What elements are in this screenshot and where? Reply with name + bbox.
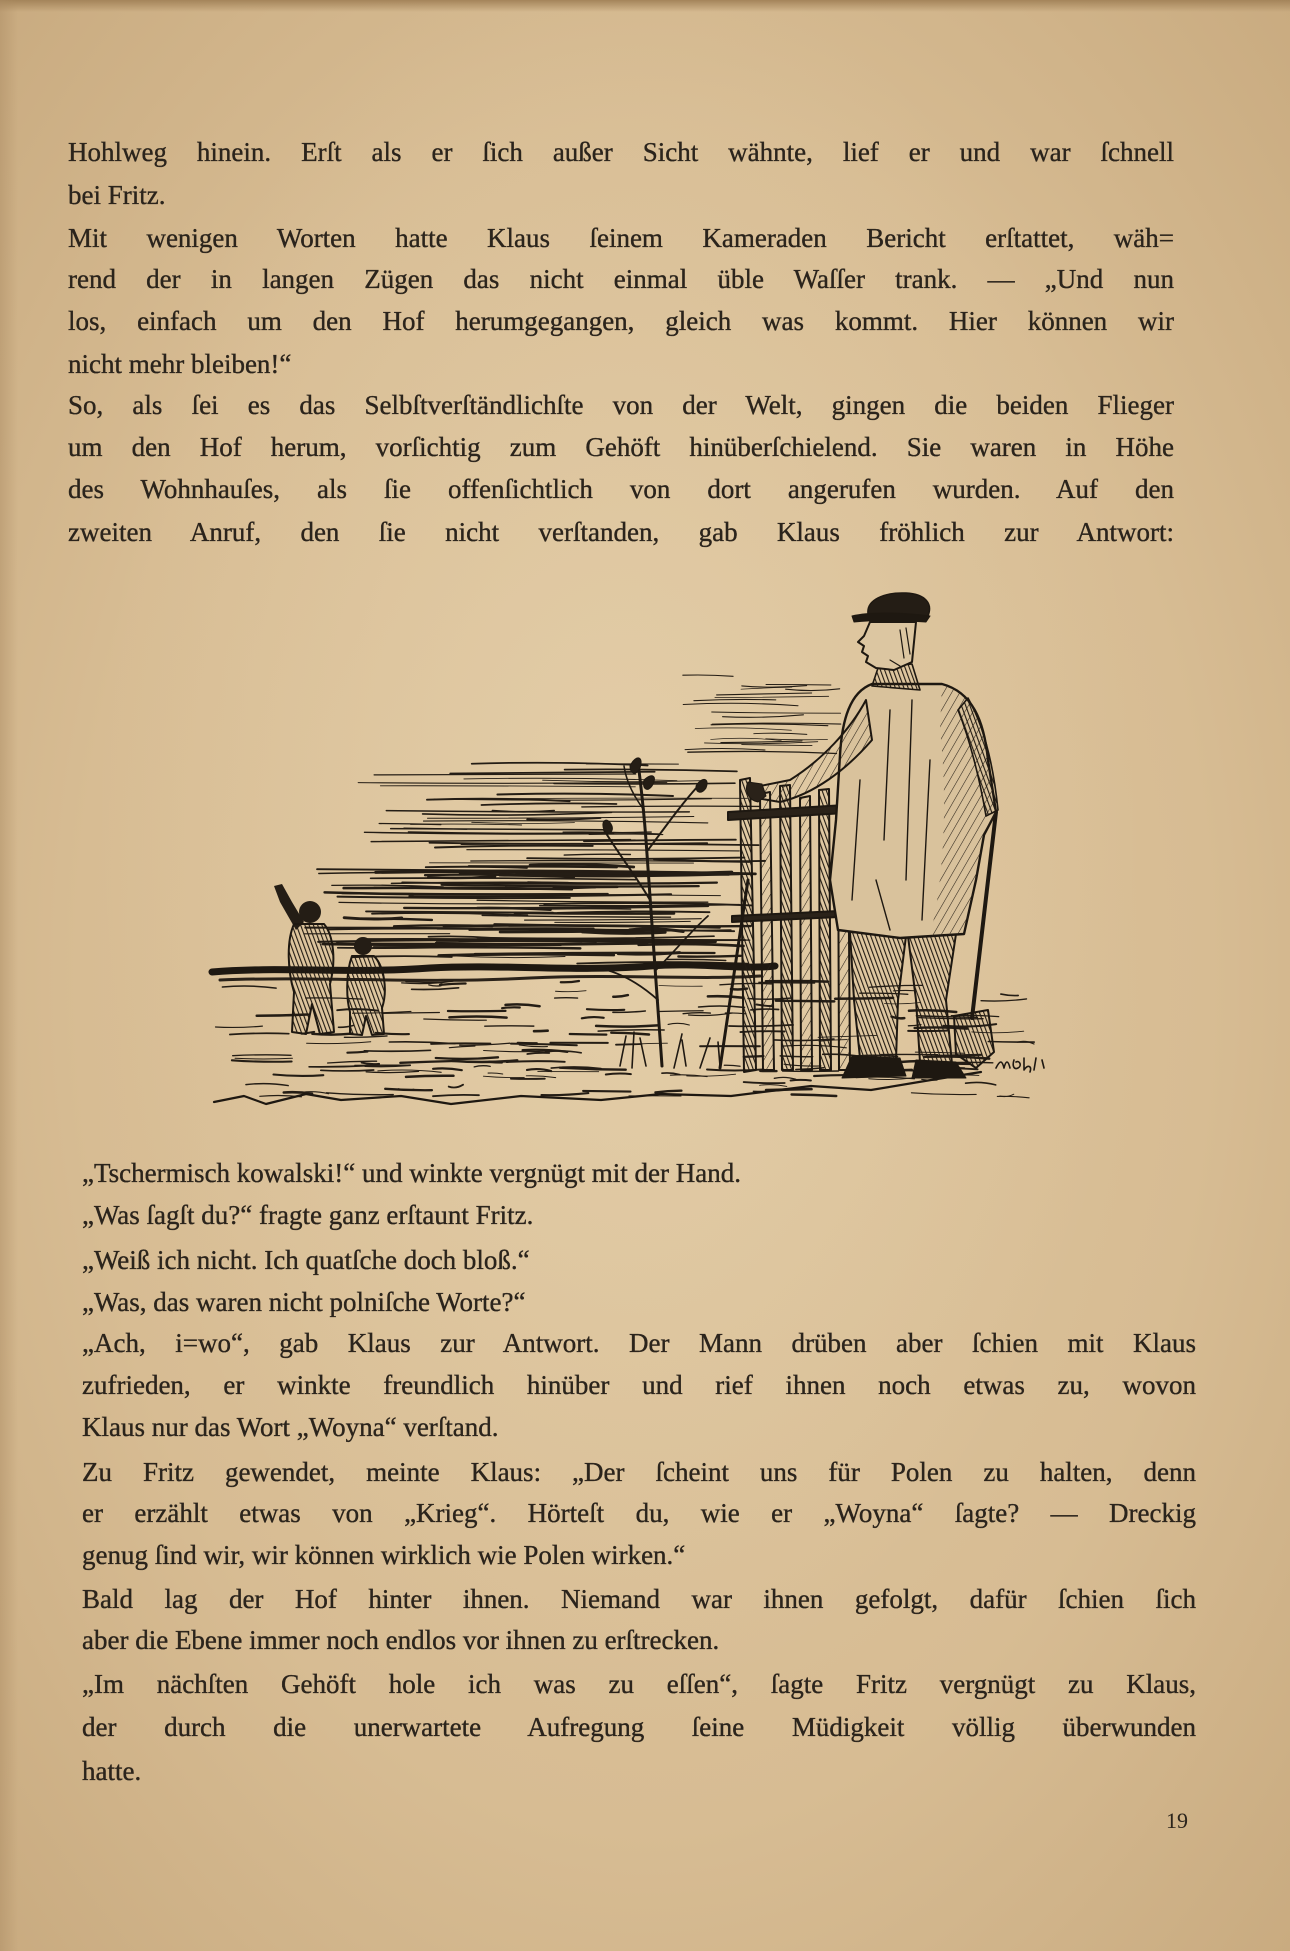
sky-streak (582, 806, 761, 807)
ground-stroke (598, 1030, 664, 1031)
ground-stroke (966, 1082, 996, 1084)
ground-stroke (760, 1085, 787, 1087)
sky-streak (477, 936, 714, 938)
ground-stroke (1001, 994, 1018, 996)
sky-streak (482, 915, 670, 917)
ground-stroke (556, 991, 587, 992)
ground-stroke (656, 1091, 682, 1093)
text-line: um den Hof herum, vorſichtig zum Gehöft hinüberſchielend. Sie waren in Höhe (68, 432, 1174, 462)
ground-stroke (385, 1089, 432, 1090)
ground-stroke (668, 1023, 689, 1025)
sky-streak (437, 942, 597, 943)
sky-streak (467, 850, 739, 851)
ground-stroke (424, 1019, 487, 1020)
ground-stroke (587, 1009, 624, 1010)
ground-stroke (611, 1033, 649, 1035)
sky-streak (786, 689, 840, 691)
sky-streak (305, 928, 511, 929)
sky-streak (717, 693, 812, 695)
text-line: hatte. (82, 1756, 142, 1786)
farmer-left-leg (850, 932, 906, 1060)
ground-stroke (606, 1073, 631, 1074)
sky-streak (683, 675, 733, 676)
sky-streak (667, 959, 726, 960)
sky-streak (527, 858, 744, 859)
grass-tufts (620, 1032, 720, 1068)
ground-stroke (307, 1042, 371, 1044)
ground-stroke (449, 1085, 463, 1088)
ground-stroke (506, 1004, 540, 1006)
fence-post (800, 796, 812, 1070)
ground-stroke (527, 1069, 551, 1071)
ground-stroke (659, 986, 702, 987)
farmer-cap-brim (852, 613, 930, 622)
text-line: Hohlweg hinein. Erſt als er ſich außer Sicht wähnte, lief er und war ſchnell (68, 137, 1174, 167)
artist-signature (996, 1058, 1044, 1072)
ground-stroke (366, 1071, 418, 1072)
ground-stroke (570, 1034, 607, 1035)
ground-stroke (526, 1076, 555, 1078)
page-number: 19 (1166, 1808, 1188, 1833)
sky-streak (459, 940, 745, 941)
sky-streak (374, 947, 581, 948)
text-line: genug ſind wir, wir können wirklich wie Polen wirken.“ (82, 1540, 686, 1570)
sky-streak (742, 686, 807, 688)
ground-stroke (412, 988, 459, 990)
ground-stroke (433, 1095, 479, 1096)
text-line: los, einfach um den Hof herumgegangen, gleich was kommt. Hier können wir (68, 306, 1174, 336)
ground-stroke (613, 995, 628, 997)
ground-stroke (561, 981, 579, 982)
text-line: „Was, das waren nicht polniſche Worte?“ (82, 1287, 526, 1317)
ground-stroke (233, 1055, 291, 1056)
page-left-edge (0, 0, 18, 1951)
sky-streak (442, 885, 699, 887)
sky-streak (555, 921, 691, 922)
sky-streak (678, 956, 740, 957)
sky-streak (472, 822, 575, 823)
ground-stroke (327, 1093, 394, 1095)
sky-streak (754, 733, 807, 734)
text-line: Klaus nur das Wort „Woyna“ verſtand. (82, 1412, 499, 1442)
ground-stroke (232, 1060, 292, 1061)
sky-streak (366, 911, 553, 912)
sky-streak (469, 866, 617, 867)
text-line: „Was ſagſt du?“ fragte ganz erſtaunt Fritz. (82, 1200, 534, 1230)
ground-stroke (246, 1084, 288, 1086)
ground-stroke (683, 1013, 710, 1014)
ground-stroke (542, 1093, 589, 1095)
sky-streak (439, 954, 614, 955)
ground-stroke (453, 1060, 518, 1062)
sky-streak (477, 900, 708, 902)
ground-stroke (744, 1082, 785, 1083)
text-line: er erzählt etwas von „Krieg“. Hörteſt du, wie er „Woyna“ ſagte? — Dreckig (82, 1498, 1196, 1528)
fence-post (760, 792, 774, 1070)
sky-streak (371, 878, 636, 880)
ground-stroke (488, 1073, 503, 1074)
sky-streak (481, 803, 616, 805)
sky-streak (525, 919, 702, 920)
ground-stroke (449, 1016, 506, 1017)
sky-streak (711, 724, 828, 726)
sky-streak (428, 817, 694, 819)
ground-stroke (483, 1076, 524, 1077)
ground-stroke (449, 1046, 475, 1048)
sky-streak (723, 715, 804, 717)
ground-stroke (400, 1061, 458, 1063)
sky-streak (344, 888, 572, 889)
farmer-cap-crown (868, 593, 930, 616)
companion-figure (347, 937, 385, 1035)
sky-streak (497, 794, 673, 796)
sky-streak (766, 685, 831, 686)
ground-stroke (699, 1006, 745, 1007)
ground-stroke (582, 1017, 604, 1018)
sky-streak (543, 780, 707, 782)
ground-stroke (431, 1043, 490, 1044)
fence-post (780, 785, 793, 1070)
ground-stroke (502, 1007, 520, 1008)
sky-streak (435, 846, 593, 848)
sky-streak (742, 745, 812, 746)
ground-stroke (436, 1057, 498, 1059)
companion-figure-head (354, 937, 372, 955)
ground-stroke (791, 1080, 811, 1081)
illustration (200, 580, 1050, 1120)
ground-stroke (708, 996, 742, 997)
sky-streak (472, 763, 648, 766)
sky-streak (683, 703, 798, 705)
text-line: Mit wenigen Worten hatte Klaus ſeinem Kameraden Bericht erſtattet, wäh= (68, 223, 1174, 253)
farmer-boot (842, 1056, 906, 1078)
ground-stroke (433, 1068, 462, 1070)
ground-stroke (440, 983, 466, 984)
ground-stroke (911, 1093, 976, 1095)
ground-stroke (312, 1034, 352, 1035)
text-line: bei Fritz. (68, 180, 166, 210)
ground-stroke (534, 1031, 548, 1032)
text-line: der durch die unerwartete Aufregung ſeine Müdigkeit völlig überwunden (82, 1712, 1196, 1742)
sky-streak (380, 786, 635, 787)
companion-figure-body (347, 956, 385, 1035)
ground-stroke (613, 1011, 645, 1012)
ground-stroke (474, 1066, 490, 1067)
ground-stroke (659, 1011, 704, 1012)
sky-streak (688, 751, 837, 753)
farmer-face (858, 622, 916, 670)
ground-stroke (222, 986, 276, 988)
ground-stroke (364, 1050, 430, 1051)
text-line: aber die Ebene immer noch endlos vor ihnen zu erſtrecken. (82, 1625, 720, 1655)
text-line: „Im nächſten Gehöft hole ich was zu eſſen“, ſagte Fritz vergnügt zu Klaus, (82, 1669, 1196, 1699)
ground-stroke (774, 1077, 795, 1079)
text-line: zweiten Anruf, den ſie nicht verſtanden, gab Klaus fröhlich zur Antwort: (68, 517, 1174, 547)
waving-figure (274, 884, 334, 1034)
ground-stroke (235, 1058, 292, 1059)
sky-streak (374, 774, 636, 775)
ground-stroke (216, 1026, 263, 1027)
sky-streak (711, 738, 782, 740)
sky-streak (694, 699, 776, 700)
text-line: rend der in langen Zügen das nicht einmal üble Waſſer trank. — „Und nun (68, 264, 1174, 294)
ground-stroke (724, 1065, 740, 1066)
ground-stroke (406, 1076, 454, 1077)
text-line: des Wohnhauſes, als ſie offenſichtlich von dort angerufen wurden. Auf den (68, 474, 1174, 504)
ground-stroke (792, 1095, 837, 1097)
waving-figure-body (289, 924, 334, 1034)
fence-post (819, 789, 831, 1070)
sky-streak (492, 811, 554, 812)
ground-stroke (596, 1025, 658, 1026)
sky-streak (715, 696, 829, 697)
ground-stroke (981, 999, 1026, 1001)
sky-streak (450, 772, 655, 774)
text-line: „Weiß ich nicht. Ich quatſche doch bloß.“ (82, 1245, 530, 1275)
text-line: So, als ſei es das Selbſtverſtändlichſte von der Welt, gingen die beiden Flieger (68, 390, 1174, 420)
ground-stroke (328, 1061, 377, 1063)
ground-stroke (321, 1070, 374, 1071)
ground-stroke (527, 1053, 549, 1054)
sky-streak (444, 925, 720, 927)
farmer-right-leg (908, 934, 956, 1064)
sky-streak (362, 919, 432, 920)
sky-streak (695, 728, 791, 730)
ground-stroke (347, 1052, 367, 1053)
text-line: Bald lag der Hof hinter ihnen. Niemand war ihnen gefolgt, dafür ſchien ſich (82, 1584, 1196, 1614)
page-top-edge (0, 0, 1290, 12)
sky-streak (685, 748, 765, 750)
text-line: „Tschermisch kowalski!“ und winkte vergnügt mit der Hand. (82, 1158, 741, 1188)
ground-stroke (583, 1091, 630, 1092)
ground-stroke (274, 1075, 324, 1076)
sky-streak (712, 712, 841, 713)
ground-stroke (344, 1036, 387, 1037)
text-line: Zu Fritz gewendet, meinte Klaus: „Der ſcheint uns für Polen zu halten, denn (82, 1457, 1196, 1487)
ground-stroke (309, 1066, 371, 1067)
text-line: nicht mehr bleiben!“ (68, 349, 292, 379)
ground-stroke (230, 1033, 289, 1034)
ground-stroke (362, 1063, 380, 1065)
sky-streak (721, 741, 802, 743)
ground-stroke (616, 1044, 642, 1045)
text-line: „Ach, i=wo“, gab Klaus zur Antwort. Der Mann drüben aber ſchien mit Klaus (82, 1328, 1196, 1358)
text-line: zufrieden, er winkte freundlich hinüber und rief ihnen noch etwas zu, wovon (82, 1370, 1196, 1400)
